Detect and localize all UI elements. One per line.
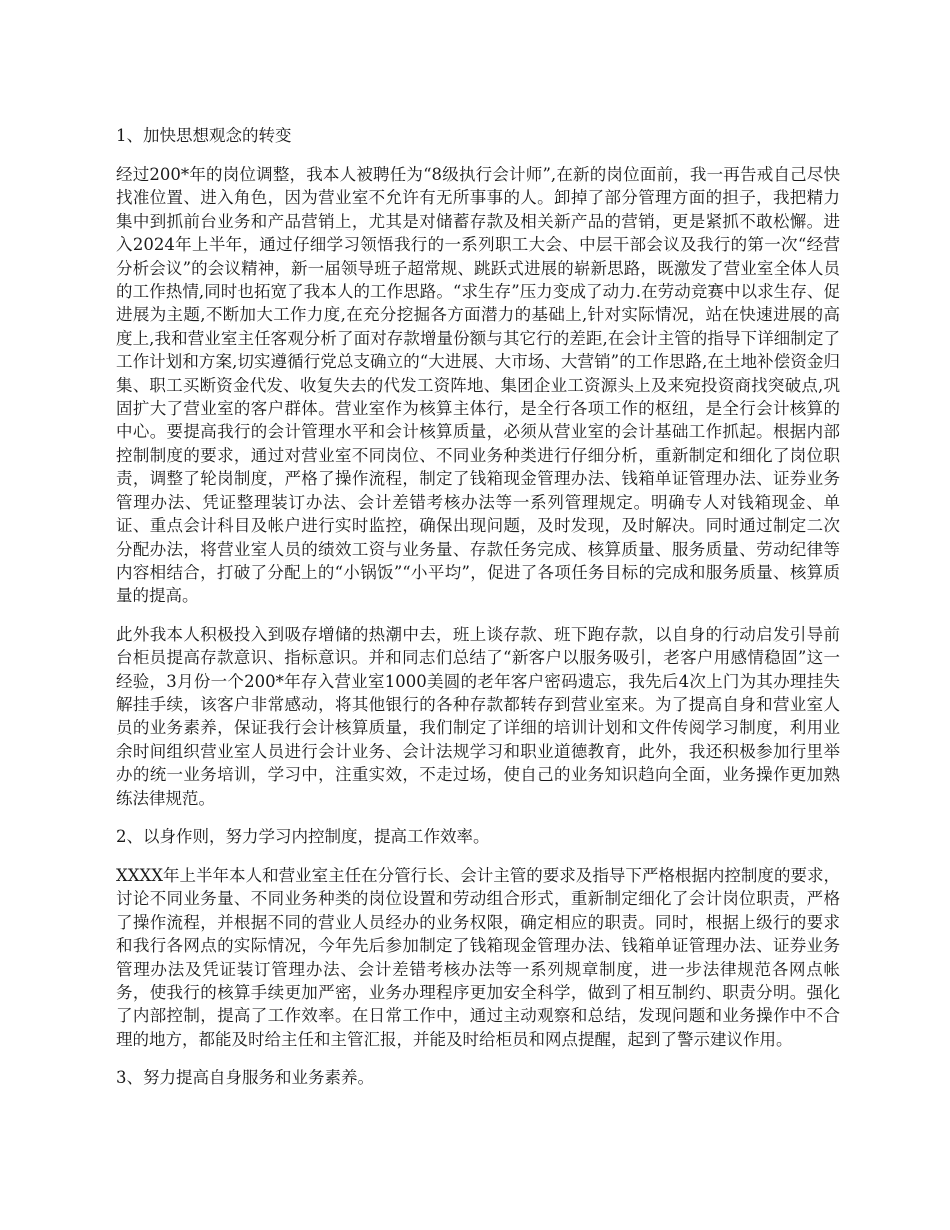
- document-page: [116, 124, 840, 1105]
- paragraph-3: XXXX年上半年本人和营业室主任在分管行长、会计主管的要求及指导下严格根据内控制度的要求，讨论不同业务量、不同业务种类的岗位设置和劳动组合形式，重新制定细化了会计岗位职责，严格了操作流程，并根据不同的营业人员经办的业务权限，确定相应的职责。同时，根据上级行的要求和我行各网点的实际情况，今年先后参加制定了钱箱现金管理办法、钱箱单证管理办法、证券业务管理办法及凭证装订管理办法、会计差错考核办法等一系列规章制度，进一步法律规范各网点帐务，使我行的核算手续更加严密，业务办理程序更加安全科学，做到了相互制约、职责分明。强化了内部控制，提高了工作效率。在日常工作中，通过主动观察和总结，发现问题和业务操作中不合理的地方，都能及时给主任和主管汇报，并能及时给柜员和网点提醒，起到了警示建议作用。: [116, 865, 840, 1049]
- paragraph-1: 经过200*年的岗位调整，我本人被聘任为“8级执行会计师”,在新的岗位面前，我一再告戒自己尽快找准位置、进入角色，因为营业室不允许有无所事事的人。卸掉了部分管理方面的担子，我把精力集中到抓前台业务和产品营销上，尤其是对储蓄存款及相关新产品的营销，更是紧抓不敢松懈。进入2024年上半年，通过仔细学习领悟我行的一系列职工大会、中层干部会议及我行的第一次“经营分析会议”的会议精神，新一届领导班子超常规、跳跃式进展的崭新思路，既激发了营业室全体人员的工作热情,同时也拓宽了我本人的工作思路。“求生存”压力变成了动力.在劳动竞赛中以求生存、促进展为主题,不断加大工作力度,在充分挖掘各方面潜力的基础上,针对实际情况，站在快速进展的高度上,我和营业室主任客观分析了面对存款增量份额与其它行的差距,在会计主管的指导下详细制定了工作计划和方案,切实遵循行党总支确立的“大进展、大市场、大营销”的工作思路,在土地补偿资金归集、职工买断资金代发、收复失去的代发工资阵地、集团企业工资源头上及来宛投资商找突破点,巩固扩大了营业室的客户群体。营业室作为核算主体行，是全行各项工作的枢纽，是全行会计核算的中心。要提高我行的会计管理水平和会计核算质量，必须从营业室的会计基础工作抓起。根据内部控制制度的要求，通过对营业室不同岗位、不同业务种类进行仔细分析，重新制定和细化了岗位职责，调整了轮岗制度，严格了操作流程，制定了钱箱现金管理办法、钱箱单证管理办法、证券业务管理办法、凭证整理装订办法、会计差错考核办法等一系列管理规定。明确专人对钱箱现金、单证、重点会计科目及帐户进行实时监控，确保出现问题，及时发现，及时解决。同时通过制定二次分配办法，将营业室人员的绩效工资与业务量、存款任务完成、核算质量、服务质量、劳动纪律等内容相结合，打破了分配上的“小锅饭”“小平均”，促进了各项任务目标的完成和服务质量、核算质量的提高。: [116, 165, 840, 606]
- section-heading-1: 1、加快思想观念的转变: [116, 126, 292, 145]
- section-heading-3: 3、努力提高自身服务和业务素养。: [116, 1068, 374, 1088]
- paragraph-2: 此外我本人积极投入到吸存增储的热潮中去，班上谈存款、班下跑存款，以自身的行动启发引导前台柜员提高存款意识、指标意识。并和同志们总结了“新客户以服务吸引，老客户用感情稳固”这一经验，3月份一个200*年存入营业室1000美圆的老年客户密码遗忘，我先后4次上门为其办理挂失解挂手续，该客户非常感动，将其他银行的各种存款都转存到营业室来。为了提高自身和营业室人员的业务素养，保证我行会计核算质量，我们制定了详细的培训计划和文件传阅学习制度，利用业余时间组织营业室人员进行会计业务、会计法规学习和职业道德教育，此外，我还积极参加行里举办的统一业务培训，学习中，注重实效，不走过场，使自己的业务知识趋向全面，业务操作更加熟练法律规范。: [116, 624, 840, 808]
- section-heading-2: 2、以身作则，努力学习内控制度，提高工作效率。: [116, 826, 490, 846]
